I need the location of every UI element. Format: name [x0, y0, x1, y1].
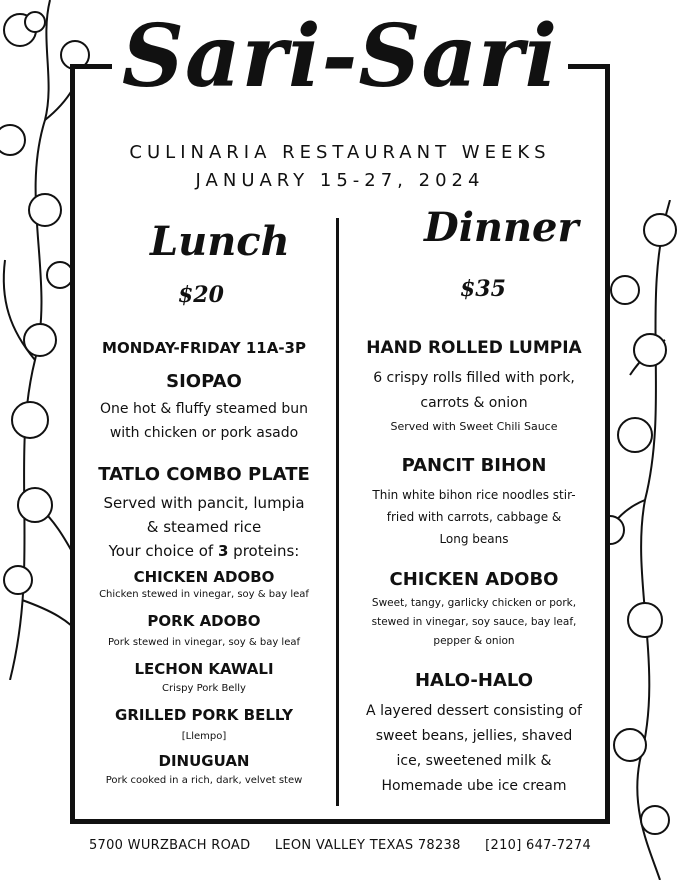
protein-desc: [Llempo] [181, 731, 227, 742]
dinner-adobo-desc-2: stewed in vinegar, soy sauce, bay leaf, [371, 616, 577, 628]
lunch-price: $20 [178, 282, 224, 308]
lumpia-desc-2: carrots & onion [420, 395, 528, 411]
column-divider [336, 218, 339, 806]
lunch-hours: MONDAY-FRIDAY 11A-3P [102, 339, 306, 357]
event-dates: JANUARY 15-27, 2024 [195, 170, 485, 191]
protein-name: LECHON KAWALI [134, 660, 274, 678]
protein-desc: Crispy Pork Belly [162, 683, 246, 694]
lumpia-desc-1: 6 crispy rolls filled with pork, [373, 370, 575, 386]
lunch-column [72, 336, 336, 789]
lumpia-name: HAND ROLLED LUMPIA [366, 338, 582, 358]
footer [0, 838, 680, 853]
siopao-desc-2: with chicken or pork asado [109, 425, 299, 441]
halo-desc-2: sweet beans, jellies, shaved [375, 728, 573, 744]
restaurant-title: Sari-Sari [70, 2, 610, 112]
dinner-adobo-name: CHICKEN ADOBO [389, 569, 559, 590]
protein-name: DINUGUAN [158, 752, 250, 770]
dinner-heading: Dinner [424, 204, 579, 251]
pancit-desc-3: Long beans [439, 532, 509, 546]
tatlo-name: TATLO COMBO PLATE [98, 464, 310, 485]
halo-desc-4: Homemade ube ice cream [381, 778, 567, 794]
dinner-adobo-desc-1: Sweet, tangy, garlicky chicken or pork, [371, 597, 577, 609]
dinner-adobo-desc-3: pepper & onion [433, 635, 515, 647]
halo-name: HALO-HALO [414, 670, 534, 691]
siopao-name: SIOPAO [166, 371, 242, 392]
footer-city: LEON VALLEY TEXAS 78238 [274, 838, 461, 853]
event-subtitle: CULINARIA RESTAURANT WEEKS [129, 142, 551, 163]
protein-name: GRILLED PORK BELLY [115, 706, 293, 724]
pancit-desc-2: fried with carrots, cabbage & [386, 510, 562, 524]
pancit-desc-1: Thin white bihon rice noodles stir- [372, 488, 576, 502]
lumpia-desc-3: Served with Sweet Chili Sauce [390, 420, 558, 433]
lunch-heading: Lunch [150, 218, 290, 265]
siopao-desc-1: One hot & fluffy steamed bun [100, 401, 308, 417]
footer-phone: [210] 647-7274 [485, 838, 592, 853]
dinner-price: $35 [460, 276, 506, 302]
dinner-column [342, 336, 606, 799]
tatlo-desc-1: Served with pancit, lumpia [103, 494, 305, 512]
pancit-name: PANCIT BIHON [401, 455, 547, 476]
protein-name: CHICKEN ADOBO [133, 568, 275, 586]
protein-desc: Pork stewed in vinegar, soy & bay leaf [108, 637, 300, 648]
tatlo-choice: Your choice of 3 proteins: [108, 542, 300, 560]
footer-address: 5700 WURZBACH ROAD [88, 838, 251, 853]
halo-desc-3: ice, sweetened milk & [396, 753, 552, 769]
tatlo-desc-2: & steamed rice [146, 518, 262, 536]
halo-desc-1: A layered dessert consisting of [366, 703, 582, 719]
protein-desc: Chicken stewed in vinegar, soy & bay leaf [99, 589, 309, 600]
protein-name: PORK ADOBO [147, 612, 261, 630]
protein-desc: Pork cooked in a rich, dark, velvet stew [105, 775, 303, 786]
